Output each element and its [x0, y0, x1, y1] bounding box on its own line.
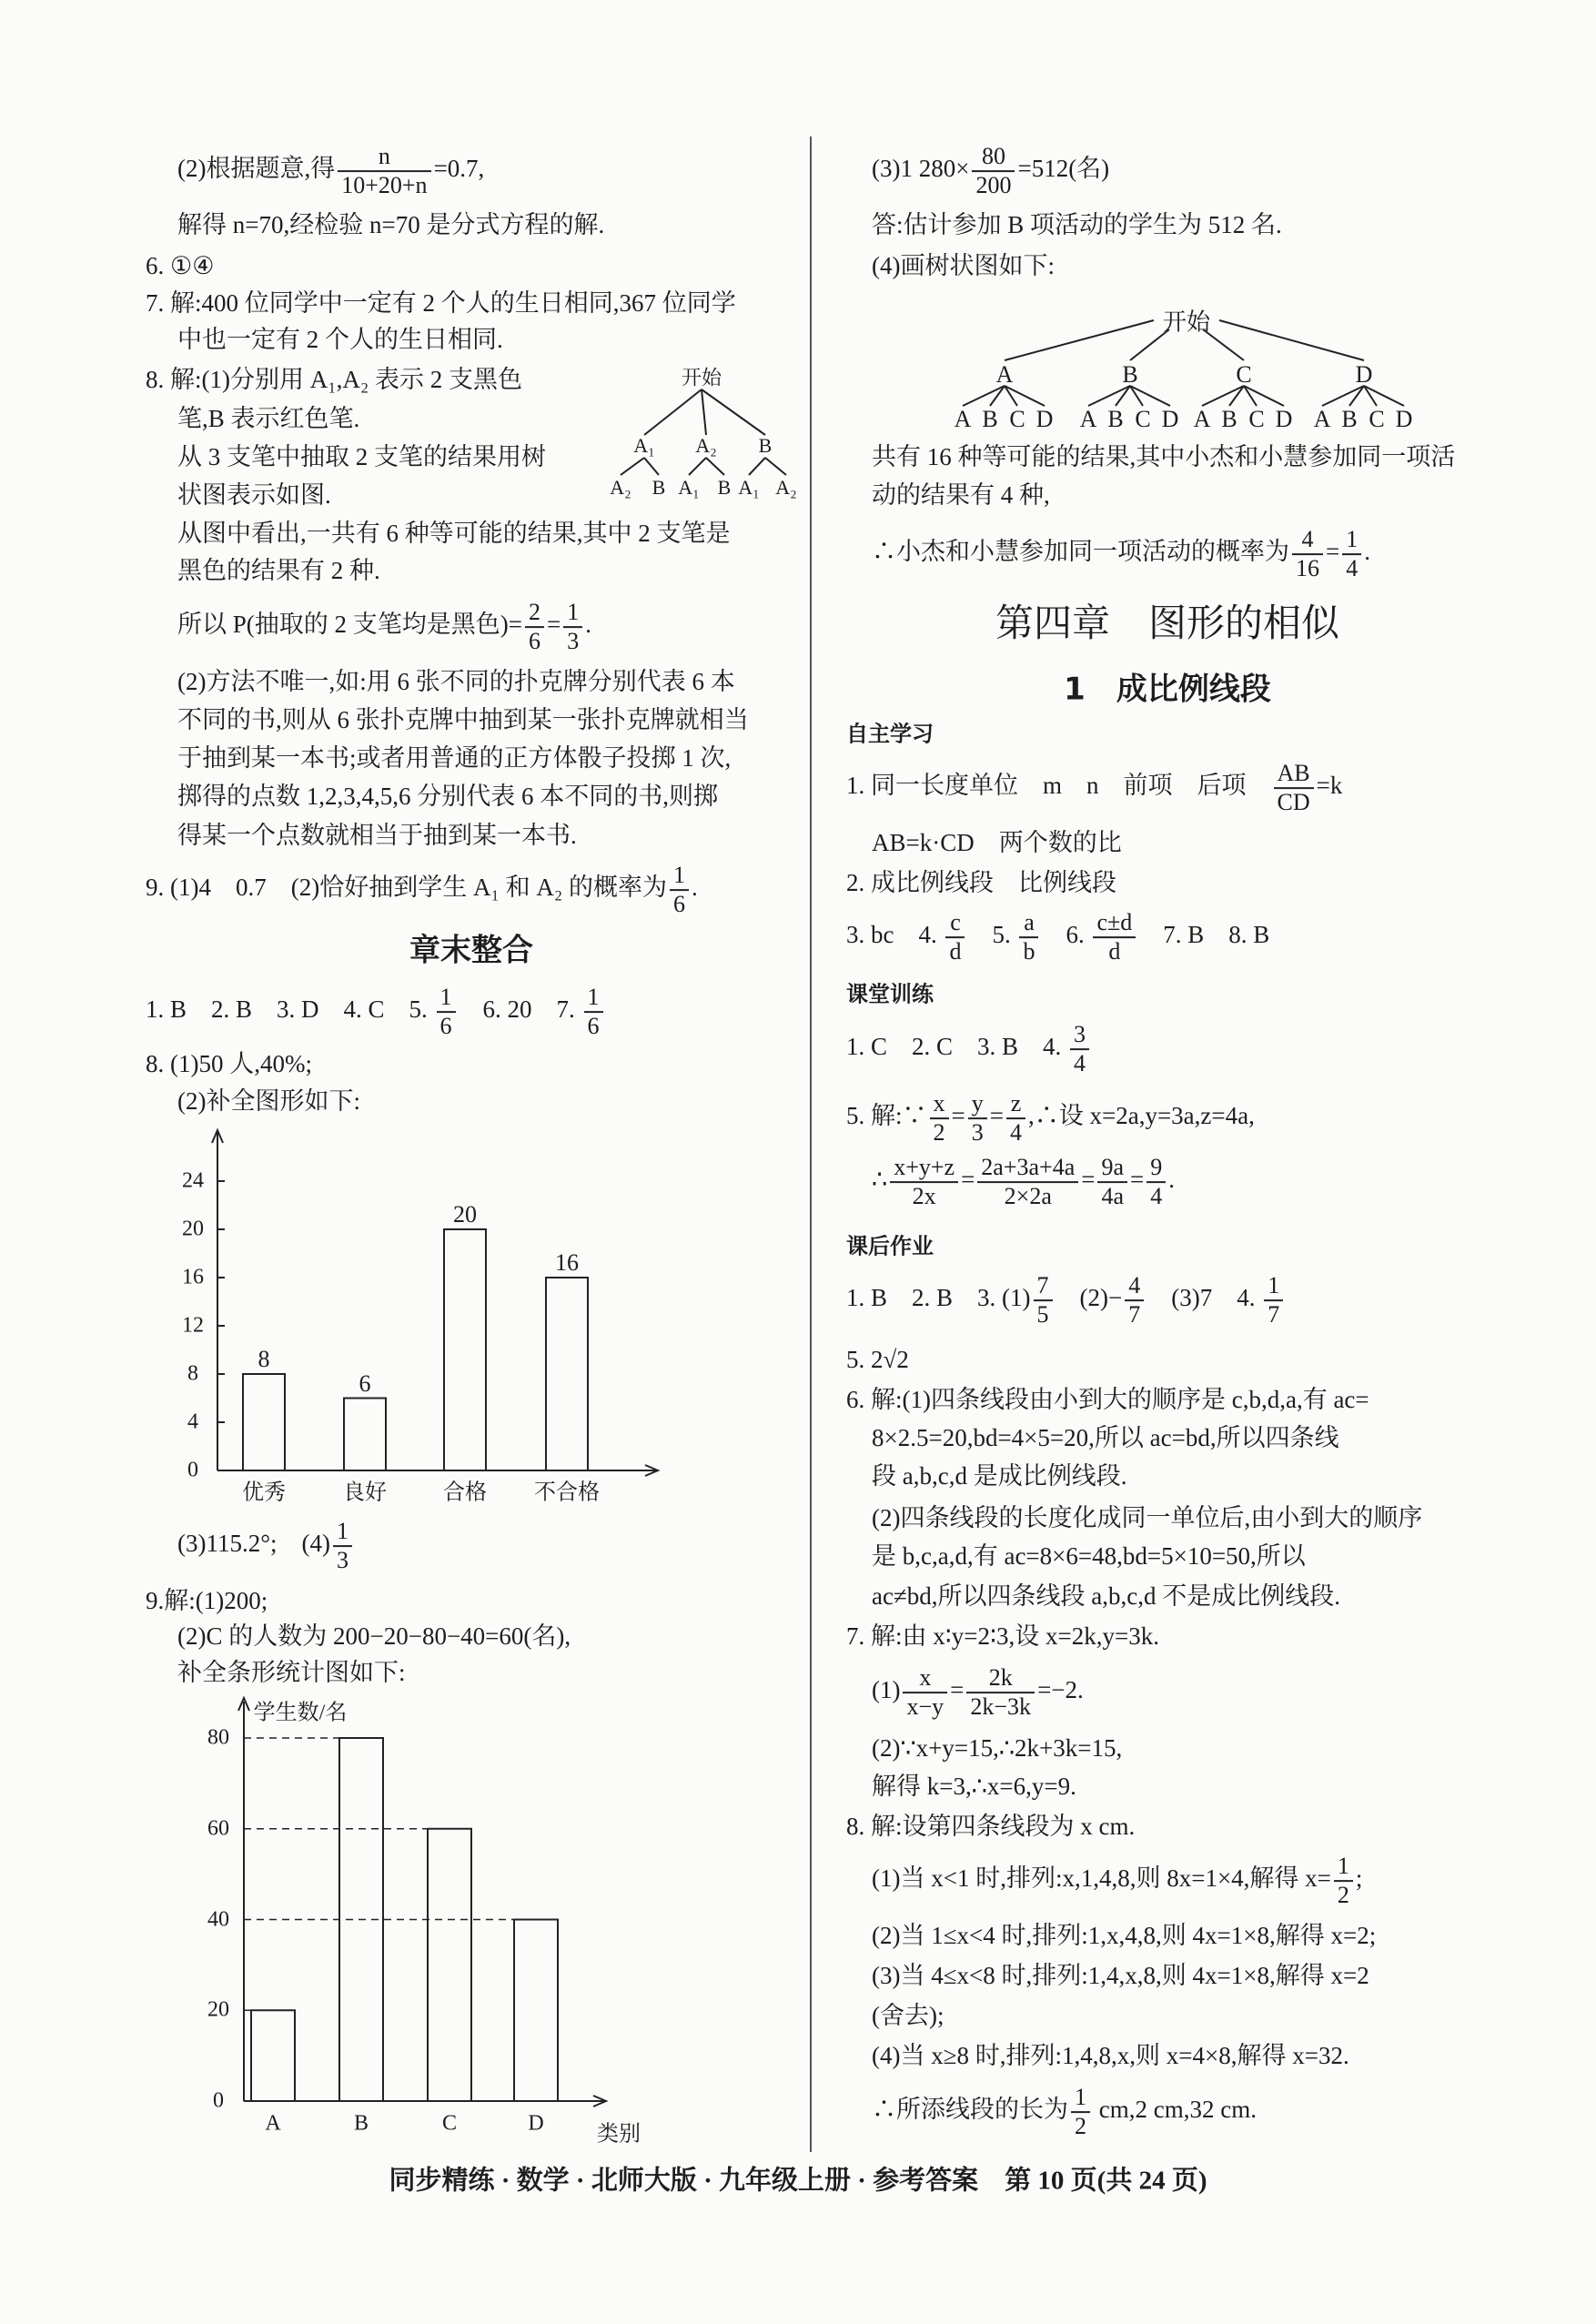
tree-leaf-label: A [1193, 406, 1211, 432]
text-run: 2. 成比例线段 比例线段 [846, 868, 1116, 896]
numerator: 9a [1097, 1154, 1127, 1183]
text-run: 8. 解:设第四条线段为 x cm. [846, 1812, 1136, 1840]
text-run: (4)画树状图如下: [872, 251, 1055, 279]
numerator: a [1019, 909, 1038, 938]
text-run: AB=k·CD 两个数的比 [872, 828, 1122, 856]
x-category-label: 优秀 [242, 1480, 286, 1505]
tree-leaf-label: D [1275, 406, 1293, 432]
denominator: 2 [1075, 2113, 1086, 2139]
tree-node-label: C [1236, 361, 1252, 388]
text-run: 中也一定有 2 个人的生日相同. [177, 325, 503, 353]
tree-leaf-label: B [717, 476, 732, 499]
tree-node-label: A₂ [695, 434, 717, 457]
text-run: 是 b,c,a,d,有 ac=8×6=48,bd=5×10=50,所以 [872, 1541, 1306, 1570]
denominator: CD [1277, 789, 1310, 815]
text-run: . [1168, 1166, 1176, 1194]
text-run: 8. 解:(1)分别用 A₁,A₂ 表示 2 支黑色 [146, 365, 523, 393]
x-category-label: A [265, 2111, 281, 2136]
numerator: 7 [1034, 1272, 1053, 1301]
tree-node-label: B [1122, 361, 1138, 388]
text-run: 8×2.5=20,bd=4×5=20,所以 ac=bd,所以四条线 [872, 1423, 1339, 1451]
tree-leaf-label: D [1035, 406, 1054, 432]
text-run: 1. 同一长度单位 m n 前项 后项 [846, 772, 1271, 800]
y-tick-label: 8 [187, 1361, 198, 1386]
bar-value-label: 20 [453, 1201, 477, 1228]
denominator: 4 [1009, 1119, 1022, 1146]
numerator: 4 [1125, 1272, 1144, 1301]
text-run: = [1081, 1166, 1096, 1194]
tree-node-label: A [995, 361, 1014, 388]
denominator: d [949, 938, 962, 965]
numerator: x [930, 1090, 949, 1119]
text-run: (3)7 4. [1146, 1284, 1262, 1312]
y-tick-label: 80 [207, 1725, 229, 1750]
text-run: (4)当 x≥8 时,排列:1,4,8,x,则 x=4×8,解得 x=32. [872, 2041, 1349, 2069]
text-run: 从 3 支笔中抽取 2 支笔的结果用树 [177, 442, 546, 470]
y-tick-label: 60 [207, 1816, 229, 1841]
text-run: 段 a,b,c,d 是成比例线段. [872, 1461, 1127, 1490]
text-run: 7. 解:400 位同学中一定有 2 个人的生日相同,367 位同学 [146, 288, 736, 317]
text-run: 7. B 8. B [1138, 921, 1270, 949]
x-category-label: C [441, 2111, 458, 2136]
section-title-chapter-review: 章末整合 [409, 932, 533, 969]
numerator: 80 [972, 143, 1015, 172]
numerator: 2a+3a+4a [977, 1154, 1078, 1183]
text-run: (1)当 x<1 时,排列:x,1,4,8,则 8x=1×4,解得 x= [872, 1864, 1331, 1893]
text-run: 1. B 2. B 3. D 4. C 5. [146, 995, 434, 1024]
tree-leaf-label: C [1135, 406, 1151, 432]
tree-edge [1005, 320, 1154, 360]
text-run: =0.7, [433, 155, 485, 183]
tree-root-label: 开始 [1162, 308, 1211, 336]
tree-edge [689, 458, 706, 475]
text-run: (1) [872, 1676, 901, 1704]
denominator: 10+20+n [341, 172, 428, 198]
text-run: (3)115.2°; (4) [177, 1530, 331, 1558]
text-run: 笔,B 表示红色笔. [177, 404, 360, 432]
denominator: 4 [1346, 555, 1359, 581]
text-run: cm,2 cm,32 cm. [1093, 2096, 1257, 2124]
denominator: 16 [1296, 555, 1319, 581]
numerator: 1 [1071, 2084, 1090, 2113]
y-tick-label: 40 [207, 1907, 229, 1931]
text-run: 3. bc 4. [846, 921, 944, 949]
text-run: ,∴设 x=2a,y=3a,z=4a, [1027, 1102, 1255, 1130]
y-tick-label: 0 [187, 1458, 198, 1482]
x-category-label: 良好 [343, 1480, 387, 1505]
text-run: = [1130, 1166, 1145, 1194]
text-run: 6. 解:(1)四条线段由小到大的顺序是 c,b,d,a,有 ac= [846, 1385, 1369, 1413]
numerator: 1 [563, 599, 582, 628]
numerator: n [338, 143, 430, 172]
numerator: AB [1274, 760, 1314, 789]
text-run: 8. (1)50 人,40%; [146, 1049, 312, 1077]
text-run: 1. C 2. C 3. B 4. [846, 1033, 1068, 1061]
denominator: 2 [933, 1119, 945, 1146]
text-run: 掷得的点数 1,2,3,4,5,6 分别代表 6 本不同的书,则掷 [177, 782, 718, 810]
tree-leaf-label: A [954, 406, 972, 432]
lesson-title: 1 成比例线段 [1064, 671, 1271, 708]
x-category-label: 不合格 [534, 1480, 600, 1505]
numerator: c [945, 909, 965, 938]
x-category-label: 合格 [443, 1480, 487, 1505]
x-category-label: B [353, 2111, 369, 2136]
tree-edge [644, 389, 702, 435]
numerator: 1 [1334, 1853, 1353, 1882]
numerator: 3 [1070, 1021, 1089, 1050]
denominator: 3 [337, 1547, 349, 1573]
tree-leaf-label: A₂ [610, 476, 631, 499]
text-run: 6. [1041, 921, 1091, 949]
tree-leaf-label: B [652, 476, 666, 499]
denominator: 6 [528, 628, 540, 654]
tree-root-label: 开始 [681, 366, 722, 389]
numerator: 9 [1146, 1154, 1166, 1183]
tree-leaf-label: B [1221, 406, 1237, 432]
text-run: 动的结果有 4 种, [872, 480, 1050, 509]
denominator: 6 [587, 1013, 600, 1039]
denominator: b [1023, 938, 1035, 965]
text-run: 不同的书,则从 6 张扑克牌中抽到某一张扑克牌就相当 [177, 705, 749, 733]
y-tick-label: 24 [182, 1168, 204, 1193]
denominator: 4a [1101, 1183, 1125, 1209]
text-run: 6. 20 7. [458, 995, 581, 1024]
numerator: 1 [584, 984, 603, 1013]
text-run: ac≠bd,所以四条线段 a,b,c,d 不是成比例线段. [872, 1581, 1341, 1610]
numerator: 2 [525, 599, 544, 628]
text-run: 黑色的结果有 2 种. [177, 556, 380, 584]
subhead-self-study: 自主学习 [846, 721, 934, 747]
text-run: =−2. [1037, 1676, 1084, 1704]
bar [243, 1374, 285, 1470]
text-run: ∴小杰和小慧参加同一项活动的概率为 [872, 538, 1289, 566]
y-tick-label: 20 [207, 1997, 229, 2022]
bar-value-label: 6 [359, 1369, 371, 1397]
tree-leaf-label: B [1107, 406, 1124, 432]
bar [546, 1278, 588, 1470]
bar-value-label: 8 [258, 1346, 270, 1372]
tree-leaf-label: A₁ [738, 476, 760, 499]
numerator: 1 [670, 862, 689, 891]
subhead-class-training: 课堂训练 [846, 981, 934, 1007]
tree-leaf-label: A [1079, 406, 1097, 432]
tree-edge [1219, 320, 1364, 360]
text-run: 从图中看出,一共有 6 种等可能的结果,其中 2 支笔是 [177, 519, 731, 547]
text-run: 解得 k=3,∴x=6,y=9. [872, 1772, 1076, 1800]
text-run: . [585, 611, 591, 639]
denominator: x−y [906, 1693, 944, 1720]
y-tick-label: 20 [182, 1217, 204, 1241]
chapter-title: 第四章 图形的相似 [995, 601, 1340, 645]
numerator: 1 [1342, 526, 1361, 555]
text-run: (2)方法不唯一,如:用 6 张不同的扑克牌分别代表 6 本 [177, 667, 735, 695]
text-run: 5. 2√2 [846, 1345, 909, 1373]
denominator: 5 [1036, 1301, 1049, 1328]
text-run: ∴ [872, 1166, 888, 1194]
tree-edge [765, 458, 786, 475]
bar [344, 1399, 386, 1471]
numerator: y [968, 1090, 987, 1119]
text-run: = [961, 1166, 975, 1194]
denominator: 6 [673, 891, 686, 917]
text-run: 1. B 2. B 3. (1) [846, 1284, 1031, 1312]
bar [514, 1920, 558, 2102]
text-run: = [950, 1676, 965, 1704]
bar [444, 1229, 486, 1470]
denominator: 2 [1337, 1882, 1349, 1908]
text-run: (2)当 1≤x<4 时,排列:1,x,4,8,则 4x=1×8,解得 x=2; [872, 1921, 1377, 1949]
denominator: 3 [971, 1119, 984, 1146]
numerator: 2k [966, 1664, 1035, 1693]
tree-edge [749, 458, 765, 475]
tree-edge [621, 458, 644, 475]
text-run: 答:估计参加 B 项活动的学生为 512 名. [872, 210, 1282, 238]
text-run: 9.解:(1)200; [146, 1586, 268, 1614]
text-run: (3)当 4≤x<8 时,排列:1,4,x,8,则 4x=1×8,解得 x=2 [872, 1961, 1369, 1989]
text-run: 状图表示如图. [177, 480, 331, 509]
numerator: c±d [1093, 909, 1136, 938]
bar-value-label: 16 [555, 1249, 579, 1276]
text-run: = [989, 1102, 1004, 1130]
text-run: (2)补全图形如下: [177, 1086, 360, 1115]
tree-edge [644, 458, 659, 475]
tree-edge [706, 458, 724, 475]
text-run: 解得 n=70,经检验 n=70 是分式方程的解. [177, 210, 605, 238]
subhead-homework: 课后作业 [846, 1233, 934, 1259]
text-run: 9. (1)4 0.7 (2)恰好抽到学生 A₁ 和 A₂ 的概率为 [146, 874, 668, 902]
text-run: . [692, 874, 698, 902]
denominator: 7 [1268, 1301, 1280, 1328]
denominator: 200 [975, 172, 1012, 198]
denominator: 4 [1074, 1050, 1086, 1076]
text-run: =512(名) [1017, 155, 1110, 183]
text-run: (舍去); [872, 2001, 944, 2029]
text-run: = [546, 611, 561, 639]
y-tick-label: 0 [213, 2088, 224, 2113]
tree-leaf-label: C [1369, 406, 1385, 432]
text-run: (3)1 280× [872, 155, 970, 183]
tree-node-label: A₁ [633, 434, 655, 457]
text-run: 5. 解:∵ [846, 1102, 927, 1130]
tree-leaf-label: A₁ [678, 476, 700, 499]
denominator: 2k−3k [970, 1693, 1032, 1720]
tree-leaf-label: C [1009, 406, 1025, 432]
denominator: 2×2a [1004, 1183, 1052, 1209]
tree-leaf-label: B [982, 406, 998, 432]
text-run: (2)C 的人数为 200−20−80−40=60(名), [177, 1622, 571, 1650]
bar [428, 1829, 471, 2101]
tree-leaf-label: A [1313, 406, 1331, 432]
numerator: z [1006, 1090, 1025, 1119]
text-run: 6. ①④ [146, 251, 215, 279]
text-run: = [1326, 538, 1340, 566]
text-run: 补全条形统计图如下: [177, 1658, 406, 1686]
text-run: 7. 解:由 x∶y=2∶3,设 x=2k,y=3k. [846, 1622, 1159, 1650]
text-run: (2)∵x+y=15,∴2k+3k=15, [872, 1733, 1123, 1762]
text-run: ; [1355, 1864, 1363, 1893]
denominator: d [1108, 938, 1121, 965]
text-run: (2)根据题意,得 [177, 155, 336, 183]
tree-node-label: D [1355, 361, 1373, 388]
text-run: 得某一个点数就相当于抽到某一本书. [177, 821, 577, 849]
y-tick-label: 4 [187, 1410, 198, 1434]
text-run: (2)− [1055, 1284, 1123, 1312]
bar [251, 2010, 295, 2101]
text-run: 5. [967, 921, 1017, 949]
text-run: . [1364, 538, 1370, 566]
text-run: = [951, 1102, 965, 1130]
page-footer: 同步精练 · 数学 · 北师大版 · 九年级上册 · 参考答案 第 10 页(共 24 页) [389, 2166, 1207, 2196]
numerator: 1 [333, 1518, 352, 1547]
y-axis-label: 学生数/名 [253, 1701, 348, 1725]
x-axis-label: 类别 [597, 2122, 641, 2147]
text-run: =k [1316, 772, 1343, 800]
denominator: 2x [912, 1183, 936, 1209]
text-run: 所以 P(抽取的 2 支笔均是黑色)= [177, 611, 522, 639]
tree-node-label: B [758, 434, 773, 457]
tree-leaf-label: D [1395, 406, 1413, 432]
denominator: 4 [1150, 1183, 1163, 1209]
denominator: 6 [439, 1013, 452, 1039]
tree-leaf-label: C [1248, 406, 1265, 432]
y-tick-label: 12 [182, 1313, 204, 1338]
numerator: x [903, 1664, 947, 1693]
numerator: 4 [1292, 526, 1323, 555]
denominator: 7 [1128, 1301, 1141, 1328]
text-run: 共有 16 种等可能的结果,其中小杰和小慧参加同一项活 [872, 442, 1456, 470]
numerator: x+y+z [890, 1154, 958, 1183]
numerator: 1 [1264, 1272, 1283, 1301]
text-run: (2)四条线段的长度化成同一单位后,由小到大的顺序 [872, 1503, 1423, 1531]
denominator: 3 [567, 628, 580, 654]
tree-edge [702, 389, 765, 435]
y-tick-label: 16 [182, 1265, 204, 1289]
tree-edge [702, 389, 706, 435]
tree-leaf-label: D [1161, 406, 1179, 432]
tree-leaf-label: A₂ [775, 476, 797, 499]
text-run: 于抽到某一本书;或者用普通的正方体骰子投掷 1 次, [177, 743, 732, 772]
tree-leaf-label: B [1341, 406, 1358, 432]
numerator: 1 [437, 984, 456, 1013]
text-run: ∴所添线段的长为 [872, 2096, 1068, 2124]
x-category-label: D [528, 2111, 544, 2136]
